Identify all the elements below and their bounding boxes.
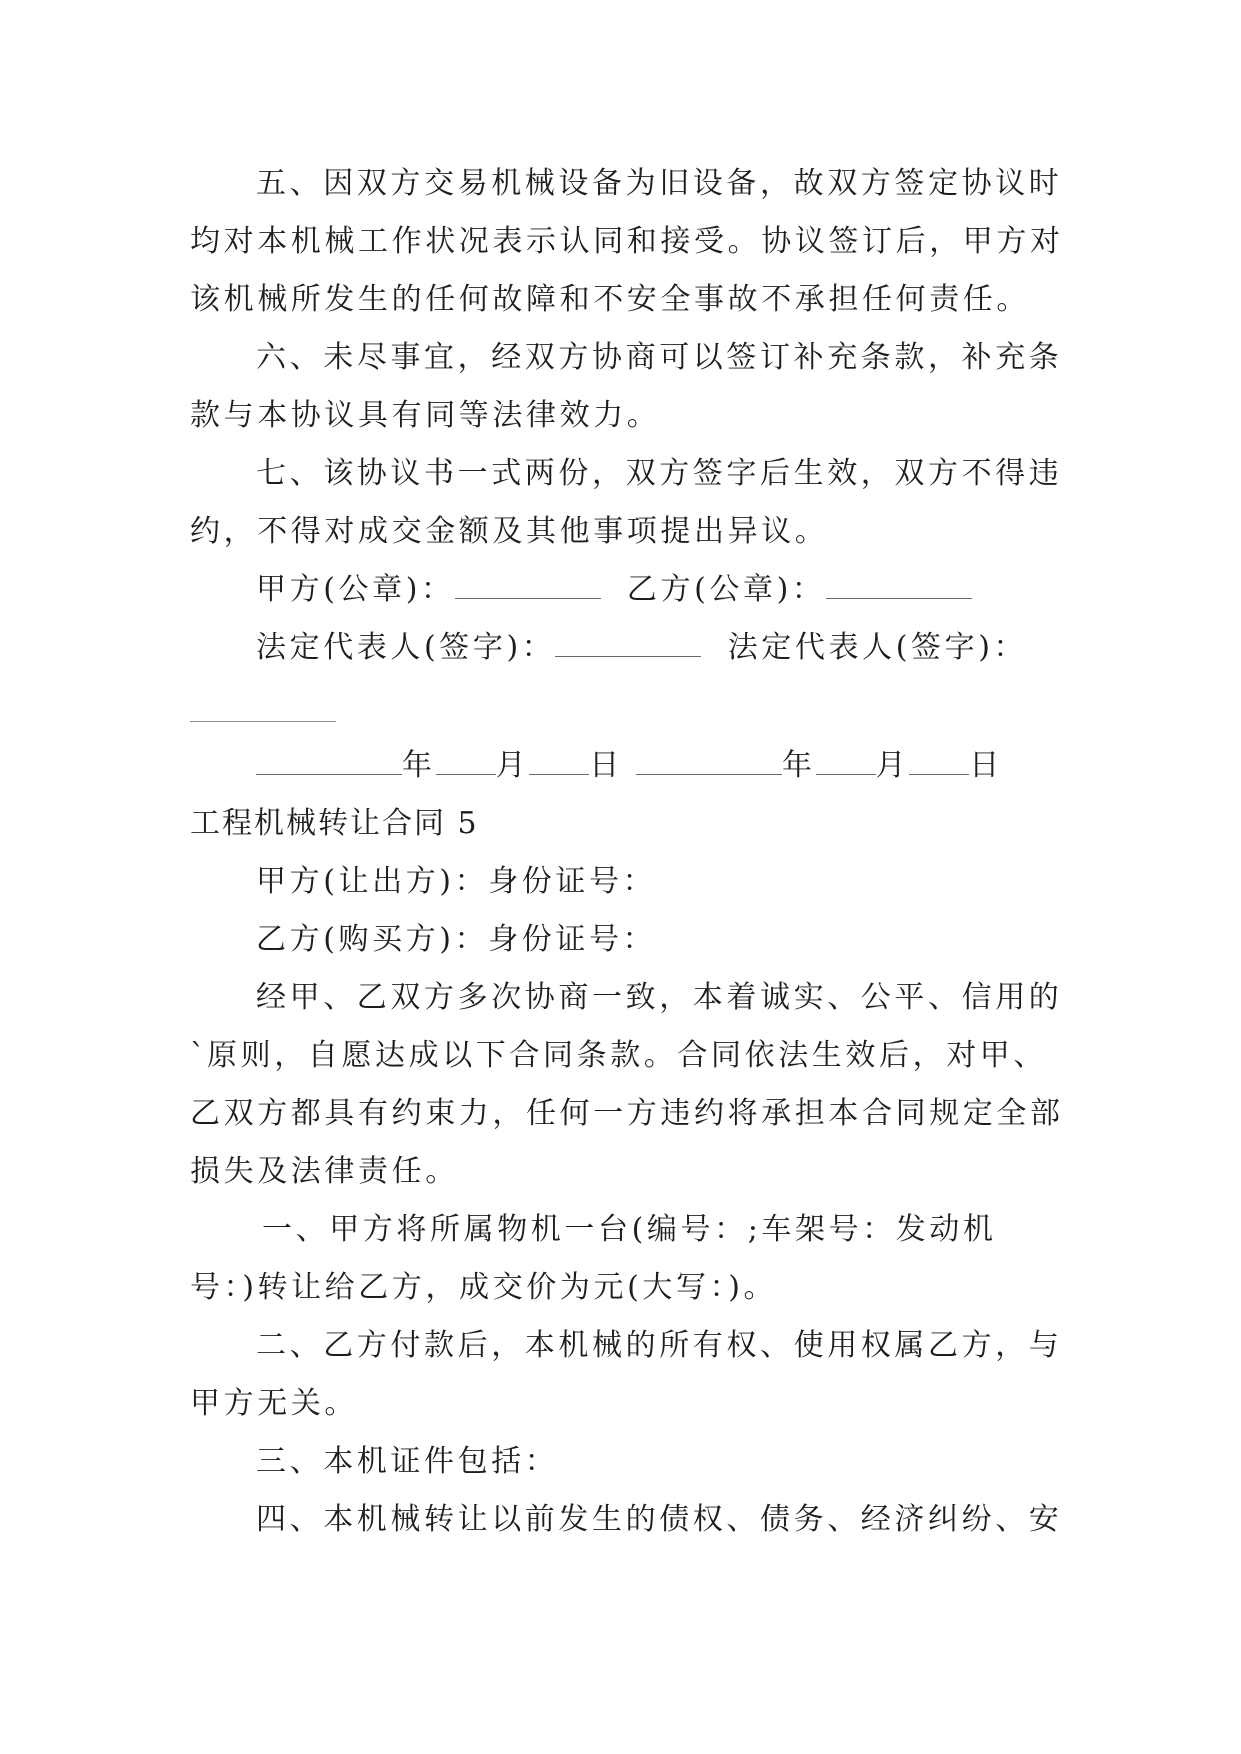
clause-2-line-1: 二、乙方付款后，本机械的所有权、使用权属乙方，与 [256, 1328, 1063, 1363]
day-b-blank [909, 744, 969, 775]
year-a-blank [256, 744, 402, 775]
day-a-blank [529, 744, 589, 775]
year-b-label: 年 [781, 748, 816, 783]
clause-6-line-2: 款与本协议具有同等法律效力。 [190, 398, 661, 433]
clause-1-line-1: 一、甲方将所属物机一台(编号：;车架号：发动机 [262, 1212, 997, 1247]
intro-line-1: 经甲、乙双方多次协商一致，本着诚实、公平、信用的 [256, 980, 1063, 1015]
intro-line-4: 损失及法律责任。 [190, 1154, 459, 1189]
party-b-seal-label: 乙方(公章)： [626, 572, 826, 607]
seal-line [256, 568, 1136, 612]
party-a-seal-label: 甲方(公章)： [256, 572, 455, 607]
clause-6-line-1: 六、未尽事宜，经双方协商可以签订补充条款，补充条 [256, 340, 1063, 375]
month-a-blank [436, 744, 496, 775]
day-b-label: 日 [969, 748, 1003, 783]
party-b-line: 乙方(购买方)：身份证号： [256, 922, 657, 957]
clause-5-line-1: 五、因双方交易机械设备为旧设备，故双方签定协议时 [256, 166, 1063, 201]
year-b-blank [636, 744, 782, 775]
year-a-label: 年 [402, 748, 436, 783]
month-a-label: 月 [495, 748, 530, 783]
stray-mark: ` [190, 1038, 205, 1073]
clause-7-line-1: 七、该协议书一式两份，双方签字后生效，双方不得违 [256, 456, 1063, 491]
rep-b-label: 法定代表人(签字)： [727, 630, 1028, 665]
clause-5-line-3: 该机械所发生的任何故障和不安全事故不承担任何责任。 [190, 282, 1030, 317]
month-b-label: 月 [875, 748, 910, 783]
contract-title: 工程机械转让合同 5 [190, 806, 479, 841]
representative-line [256, 626, 1136, 670]
date-line [256, 744, 1136, 788]
intro-line-2-text: 原则，自愿达成以下合同条款。合同依法生效后，对甲、 [207, 1038, 1047, 1073]
party-a-seal-blank [455, 568, 601, 599]
clause-3-line: 三、本机证件包括： [256, 1444, 559, 1479]
clause-2-line-2: 甲方无关。 [190, 1386, 358, 1421]
clause-4-line: 四、本机械转让以前发生的债权、债务、经济纠纷、安 [256, 1502, 1063, 1537]
party-a-line: 甲方(让出方)：身份证号： [256, 864, 657, 899]
month-b-blank [816, 744, 876, 775]
day-a-label: 日 [589, 748, 623, 783]
rep-a-label: 法定代表人(签字)： [256, 630, 556, 665]
intro-line-2 [190, 1034, 1070, 1078]
clause-5-line-2: 均对本机械工作状况表示认同和接受。协议签订后，甲方对 [190, 224, 1064, 259]
rep-b-blank [190, 721, 336, 722]
rep-a-blank [555, 626, 701, 657]
clause-1-line-2: 号：)转让给乙方，成交价为元(大写：)。 [190, 1270, 778, 1305]
intro-line-3: 乙双方都具有约束力，任何一方违约将承担本合同规定全部 [190, 1096, 1064, 1131]
clause-7-line-2: 约，不得对成交金额及其他事项提出异议。 [190, 514, 829, 549]
party-b-seal-blank [826, 568, 972, 599]
